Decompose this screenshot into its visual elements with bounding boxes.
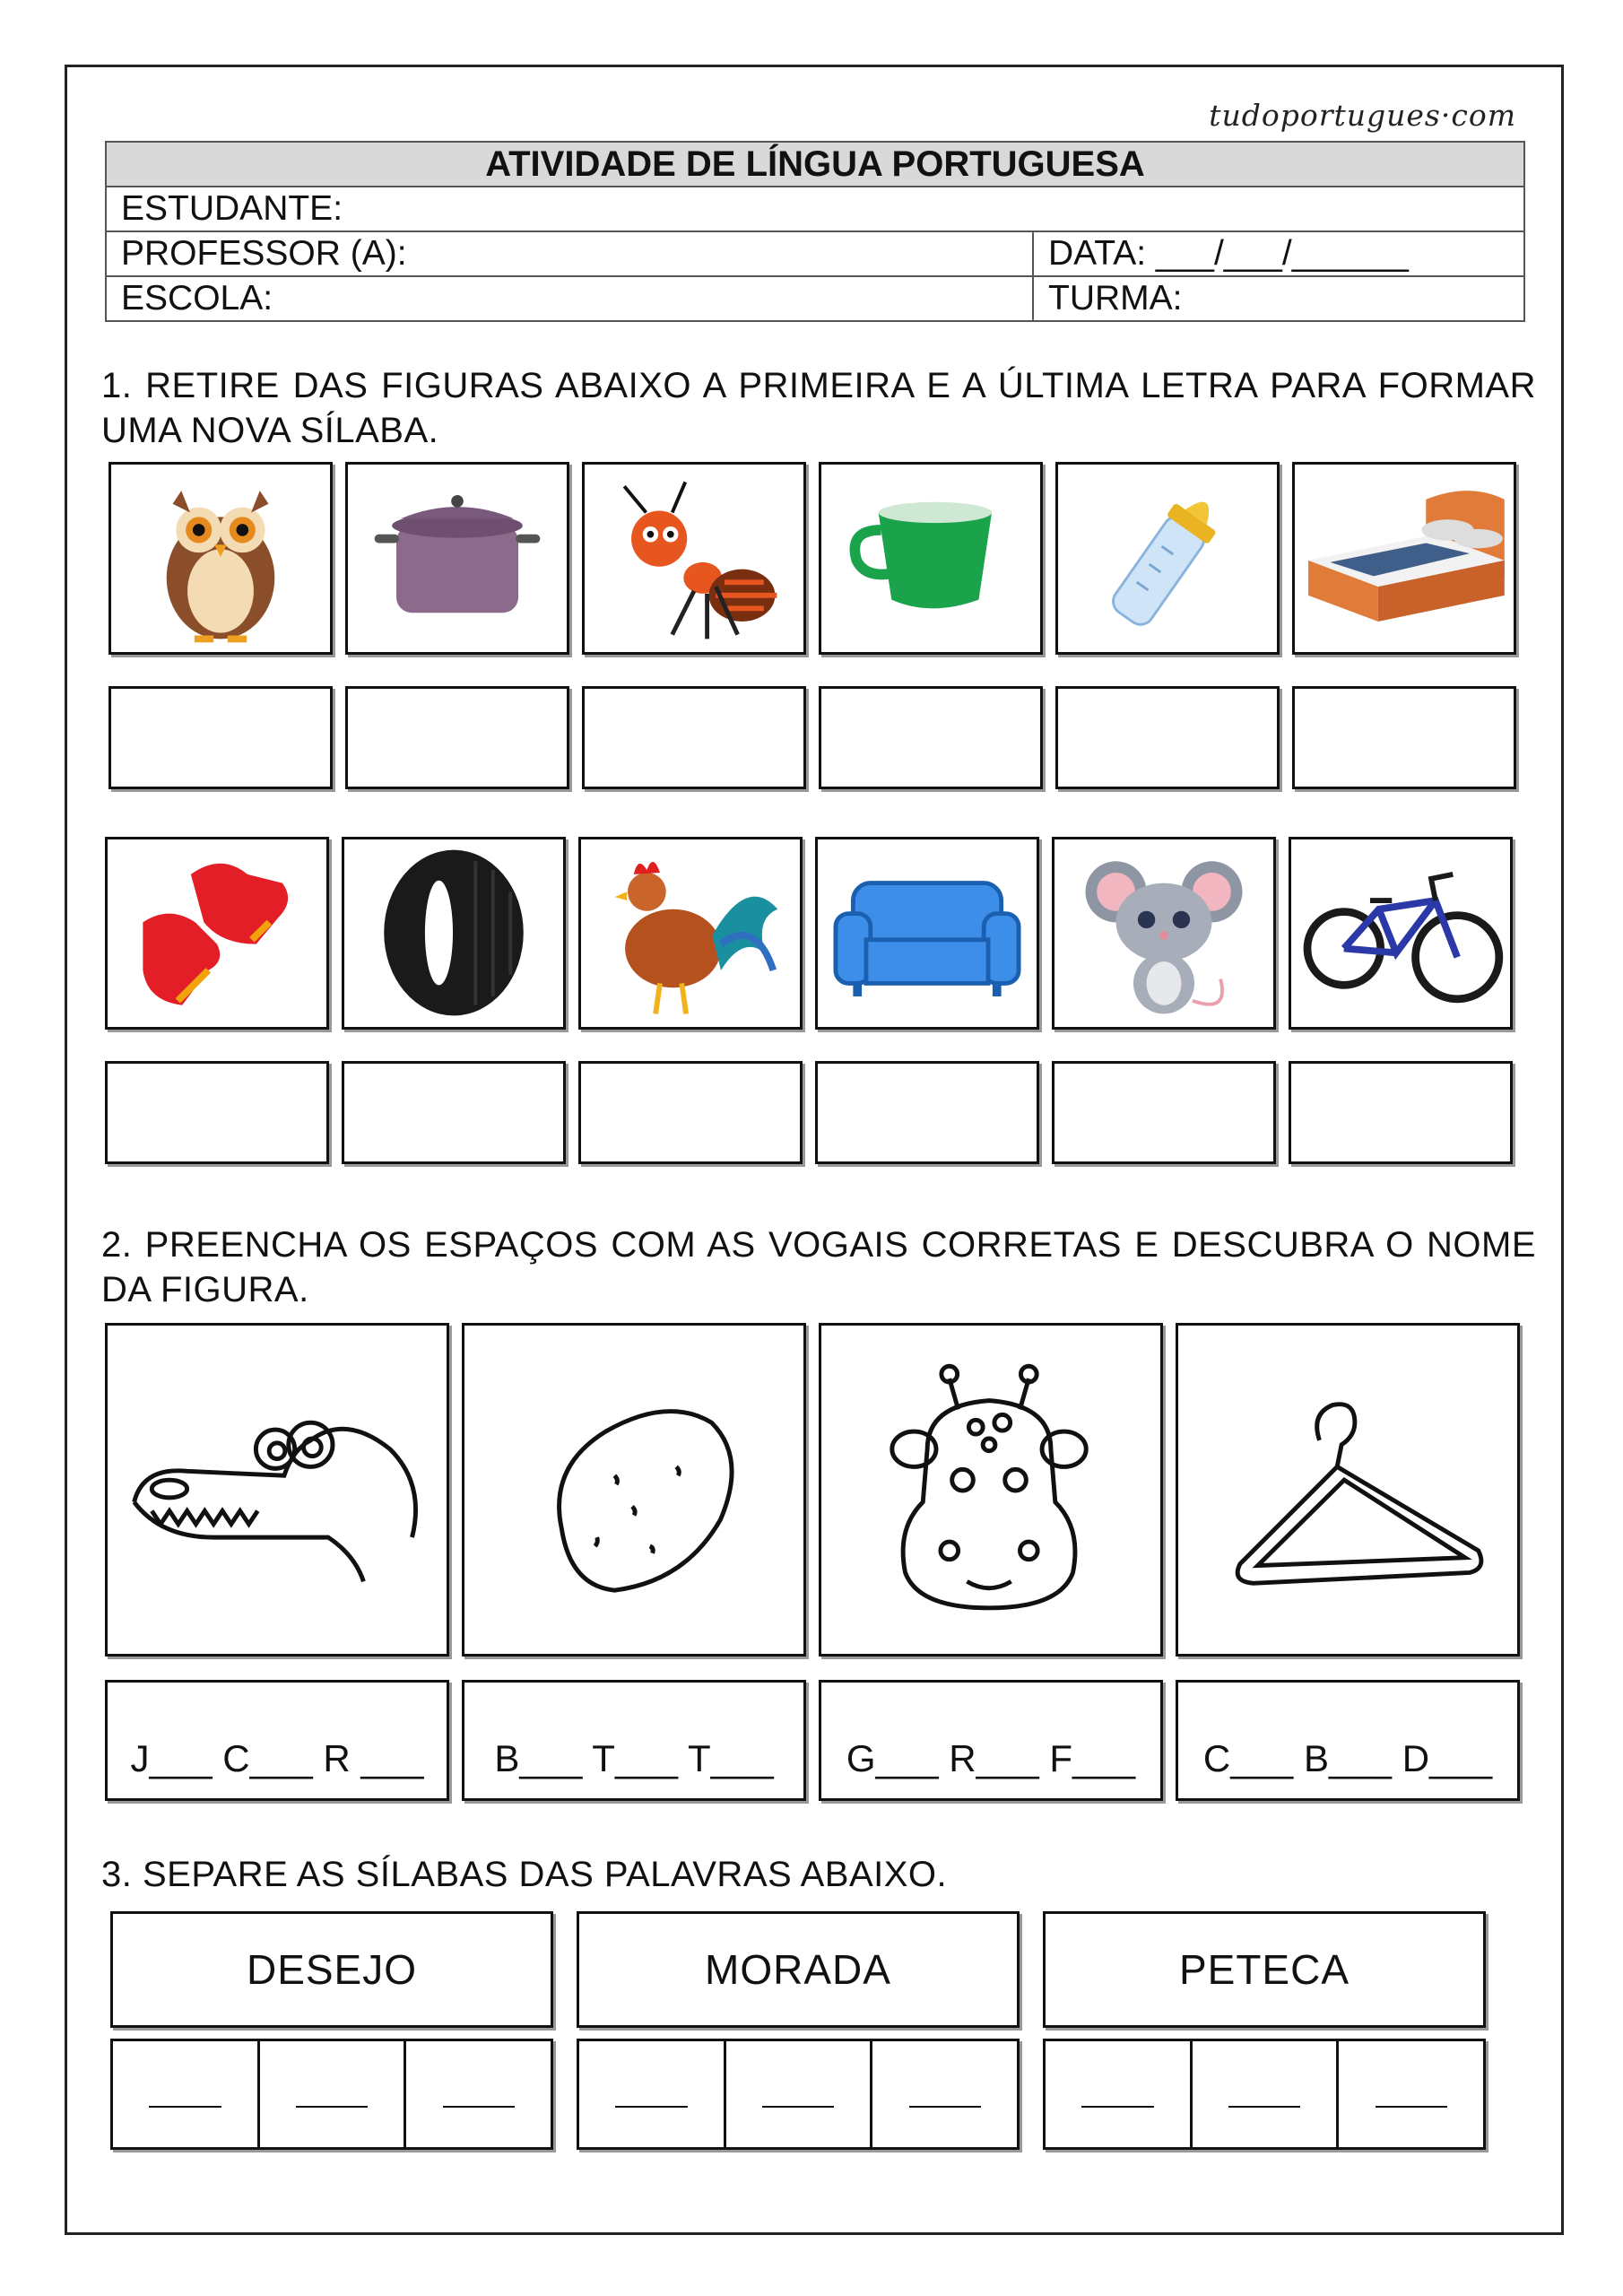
- answer-box[interactable]: [1052, 1061, 1276, 1164]
- syllable-slot[interactable]: [1193, 2041, 1340, 2147]
- bicycle-icon: [1291, 839, 1510, 1027]
- student-field[interactable]: ESTUDANTE:: [106, 187, 1524, 231]
- syllable-boxes[interactable]: [1043, 2039, 1486, 2150]
- syllable-slot[interactable]: [260, 2041, 407, 2147]
- header-table: [105, 141, 1525, 322]
- rooster-picture: [578, 837, 803, 1030]
- tire-icon: [344, 839, 563, 1027]
- answer-box[interactable]: [578, 1061, 803, 1164]
- giraffe-icon: [821, 1326, 1160, 1654]
- teacher-field[interactable]: PROFESSOR (A):: [106, 231, 1033, 276]
- gloves-picture: [105, 837, 329, 1030]
- vowel-answer-cabide[interactable]: C___ B___ D___: [1176, 1680, 1520, 1801]
- vowel-answer-jacare[interactable]: J___ C___ R ___: [105, 1680, 449, 1801]
- alligator-picture: [105, 1323, 449, 1657]
- hanger-icon: [1178, 1326, 1517, 1654]
- sofa-picture: [815, 837, 1039, 1030]
- site-watermark: tudoportugues·com: [1209, 98, 1516, 133]
- word-morada: MORADA: [577, 1911, 1020, 2028]
- cup-picture: [819, 462, 1043, 655]
- tire-picture: [342, 837, 566, 1030]
- pot-picture: [345, 462, 569, 655]
- potato-picture: [462, 1323, 806, 1657]
- worksheet-title: ATIVIDADE DE LÍNGUA PORTUGUESA: [106, 142, 1524, 187]
- owl-icon: [111, 465, 330, 652]
- syllable-slot[interactable]: [1339, 2041, 1483, 2147]
- word-peteca: PETECA: [1043, 1911, 1486, 2028]
- syllable-boxes[interactable]: [110, 2039, 553, 2150]
- answer-box[interactable]: [108, 686, 333, 789]
- sofa-icon: [818, 839, 1037, 1027]
- cup-icon: [821, 465, 1040, 652]
- worksheet-page: [65, 65, 1564, 2235]
- bicycle-picture: [1289, 837, 1513, 1030]
- baby-bottle-icon: [1058, 465, 1277, 652]
- syllable-boxes[interactable]: [577, 2039, 1020, 2150]
- question-1-text: 1. RETIRE DAS FIGURAS ABAIXO A PRIMEIRA E A ÚLTIMA LETRA PARA FORMAR UMA NOVA SÍLABA.: [101, 366, 1536, 450]
- potato-icon: [464, 1326, 803, 1654]
- alligator-icon: [108, 1326, 447, 1654]
- syllable-slot[interactable]: [579, 2041, 726, 2147]
- mouse-icon: [1055, 839, 1273, 1027]
- hanger-picture: [1176, 1323, 1520, 1657]
- syllable-slot[interactable]: [113, 2041, 260, 2147]
- date-field[interactable]: DATA: ___/___/______: [1033, 231, 1524, 276]
- rooster-icon: [581, 839, 800, 1027]
- giraffe-picture: [819, 1323, 1163, 1657]
- mouse-picture: [1052, 837, 1276, 1030]
- class-field[interactable]: TURMA:: [1033, 276, 1524, 321]
- gloves-icon: [108, 839, 326, 1027]
- question-2-text: 2. PREENCHA OS ESPAÇOS COM AS VOGAIS CORRETAS E DESCUBRA O NOME DA FIGURA.: [101, 1225, 1536, 1309]
- word-desejo: DESEJO: [110, 1911, 553, 2028]
- answer-box[interactable]: [342, 1061, 566, 1164]
- answer-box[interactable]: [1055, 686, 1280, 789]
- ant-picture: [582, 462, 806, 655]
- answer-box[interactable]: [815, 1061, 1039, 1164]
- answer-box[interactable]: [1292, 686, 1516, 789]
- answer-box[interactable]: [105, 1061, 329, 1164]
- answer-box[interactable]: [345, 686, 569, 789]
- answer-box[interactable]: [819, 686, 1043, 789]
- answer-box[interactable]: [582, 686, 806, 789]
- answer-box[interactable]: [1289, 1061, 1513, 1164]
- syllable-slot[interactable]: [1046, 2041, 1193, 2147]
- pot-icon: [348, 465, 567, 652]
- vowel-answer-batata[interactable]: B___ T___ T___: [462, 1680, 806, 1801]
- ant-icon: [585, 465, 803, 652]
- bed-icon: [1295, 465, 1514, 652]
- syllable-slot[interactable]: [726, 2041, 873, 2147]
- owl-picture: [108, 462, 333, 655]
- syllable-slot[interactable]: [406, 2041, 551, 2147]
- bed-picture: [1292, 462, 1516, 655]
- syllable-slot[interactable]: [872, 2041, 1017, 2147]
- question-3-text: 3. SEPARE AS SÍLABAS DAS PALAVRAS ABAIXO.: [101, 1855, 948, 1894]
- vowel-answer-girafa[interactable]: G___ R___ F___: [819, 1680, 1163, 1801]
- school-field[interactable]: ESCOLA:: [106, 276, 1033, 321]
- baby-bottle-picture: [1055, 462, 1280, 655]
